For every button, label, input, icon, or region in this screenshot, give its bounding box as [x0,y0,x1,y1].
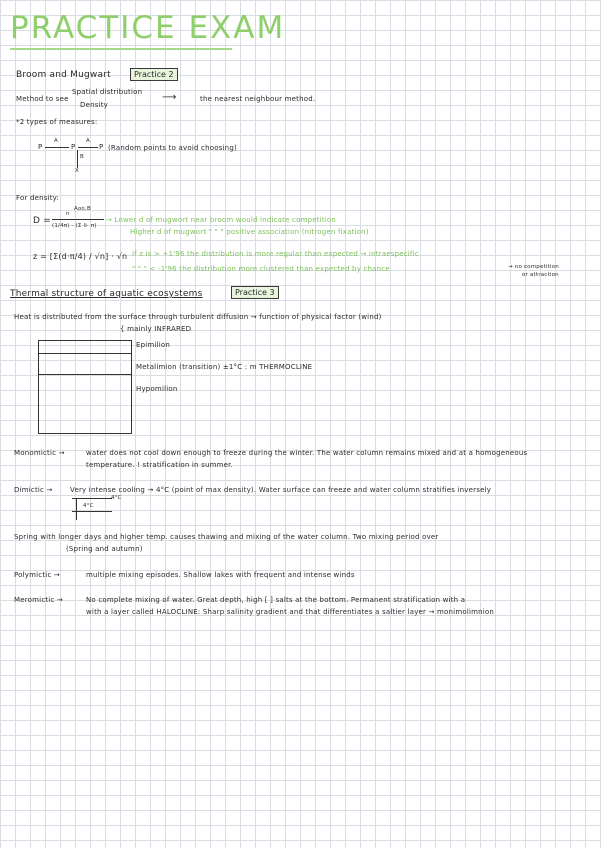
diagram-line-2 [78,147,98,148]
mainly-infrared: { mainly INFRARED [120,325,192,333]
higher-text: Higher d of mugwort " " " positive association (nitrogen fixation) [130,228,369,236]
metalimnion-label: Metalimion (transition) ±1°C : m THERMOCLINE [136,363,313,371]
spatial-text: Spatial distribution [72,88,143,96]
section-heading-thermal: Thermal structure of aquatic ecosystems [10,289,203,299]
diagram-p1: P [38,143,43,151]
diagram-a2: A [86,138,90,144]
z-attraction: or attraction [522,272,559,278]
z-line-1: if z is > +1'96 the distribution is more regular than expected → intraespecific [132,250,419,258]
method-label: Method to see [16,95,69,103]
epilimnion-label: Epimilion [136,341,170,349]
meromictic-text-1: No complete mixing of water. Great depth, high [ ] salts at the bottom. Permanent stratification with a [86,596,466,604]
types-text: *2 types of measures: [16,118,98,126]
z-no-competition: → no competition [508,264,559,270]
z-equation: z = [Σ(d·π/4) / √n] · √n [33,252,128,261]
random-text: (Random points to avoid choosing) [108,144,237,152]
d-numerator: n [66,211,70,217]
d-numerator-2: Aoo,B [74,206,91,212]
meromictic-label: Meromictic → [14,596,63,604]
page-title: PRACTICE EXAM [10,10,286,46]
dimictic-spring-text: Spring with longer days and higher temp. causes thawing and mixing of the water column. Two mixing period over [14,533,439,541]
monomictic-label: Monomictic → [14,449,65,457]
diagram-x: X [75,168,79,174]
dimictic-4c-bottom: 4°C [83,503,94,509]
diagram-p2: P [71,143,76,151]
nearest-neighbour-text: the nearest neighbour method. [200,95,316,103]
diagram-line-1 [45,147,69,148]
dimictic-arrow-line [76,498,77,520]
diagram-b: B [80,154,84,160]
monomictic-text-1: water does not cool down enough to freeze during the winter. The water column remains mixed and at a homogeneous [86,449,528,457]
meromictic-text-2: with a layer called HALOCLINE: Sharp salinity gradient and that differentiates a saltier layer → monimolimnion [86,608,495,616]
thermocline-boundary [38,374,132,375]
density-text: Density [80,101,109,109]
d-denominator: (1/4π) · (Σ li· π) [52,223,97,229]
polymictic-label: Polymictic → [14,571,60,579]
diagram-vertical-line [77,150,78,168]
dimictic-layer-line-1 [72,498,112,499]
polymictic-text: multiple mixing episodes. Shallow lakes with frequent and intense winds [86,571,355,579]
z-line-2: " " " < -1'96 the distribution more clustered than expected by chance [132,265,390,273]
diagram-a1: A [54,138,58,144]
title-underline [10,48,232,50]
dimictic-layer-line-2 [72,511,112,512]
practice-2-box: Practice 2 [130,68,178,81]
hypolimnion-label: Hypomilion [136,385,178,393]
arrow-icon: ⟶ [162,92,177,103]
dimictic-label: Dimictic → [14,486,53,494]
monomictic-text-2: temperature. ! stratification in summer. [86,461,234,469]
heat-text: Heat is distributed from the surface through turbulent diffusion → function of physical factor (wind) [14,313,382,321]
d-fraction-bar [52,219,104,220]
epilimnion-boundary [38,353,132,354]
dimictic-4c-top: 4°C [111,495,122,501]
lake-stratification-box [38,340,132,434]
dimictic-text-1: Very intense cooling → 4°C (point of max density). Water surface can freeze and water column stratifies inversely [70,486,492,494]
lower-text: → Lower d of mugwort near broom would indicate competition [106,216,337,224]
d-equation: D = [33,216,51,226]
diagram-p3: P [99,143,104,151]
practice-3-box: Practice 3 [231,286,279,299]
section-heading-broom: Broom and Mugwart [16,70,111,80]
for-density-label: For density: [16,194,60,202]
dimictic-spring-autumn: (Spring and autumn) [66,545,143,553]
